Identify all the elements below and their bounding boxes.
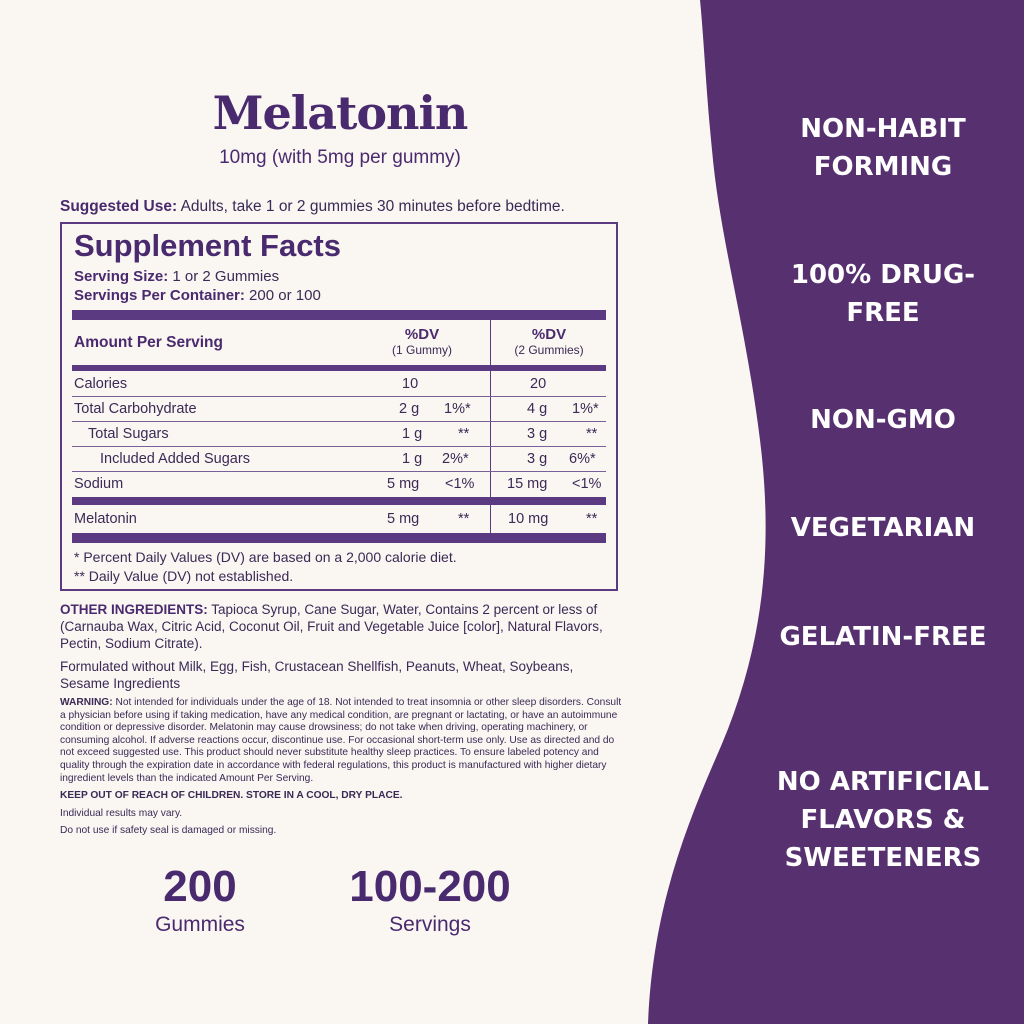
dv-header-1-label: %DV: [404, 326, 440, 343]
facts-row: [72, 447, 606, 472]
gummy-count-label: Gummies: [155, 913, 245, 936]
suggested-use: [60, 198, 565, 216]
column-divider: [490, 320, 491, 366]
gummy-count: 200: [163, 862, 237, 911]
warning-label: WARNING:: [60, 697, 113, 708]
thick-divider: [72, 533, 606, 543]
warning-text: [60, 697, 626, 785]
suggested-use-label: Suggested Use:: [60, 198, 178, 215]
suggested-use-text: Adults, take 1 or 2 gummies 30 minutes before bedtime.: [177, 198, 565, 215]
row-dv-2: <1%: [572, 476, 602, 492]
row-dv-1: 2%*: [442, 451, 469, 467]
row-label: Total Sugars: [88, 426, 169, 442]
servings-label: Servings Per Container:: [74, 287, 245, 304]
row-label: Melatonin: [74, 511, 137, 527]
row-amount-1: 5 mg: [387, 476, 420, 492]
row-dv-2: **: [586, 426, 598, 442]
serving-size: [74, 268, 279, 285]
other-ingredients-text: Tapioca Syrup, Cane Sugar, Water, Contains 2 percent or less of (Carnauba Wax, Citric Acid, Coconut Oil, Fruit and Vegetable Juice [color], Natural Flavors, Pectin, Sodium Citrate).: [60, 602, 603, 651]
claim-gelatin-free: GELATIN-FREE: [779, 622, 987, 652]
claim-non-gmo: NON-GMO: [810, 405, 956, 435]
warning-body: Not intended for individuals under the age of 18. Not intended to treat insomnia or other sleep disorders. Consult a physician before using if taking medication, have any medical condition, are pregnant or lactating, or have an autoimmune condition or depressive disorder. Melatonin may cause drowsiness; do not take when driving, operating machinery, or consuming alcohol. If adverse reactions occur, discontinue use. For occasional short-term use only. Use as directed and do not exceed suggested use. This product should never substitute healthy sleep practices. To ensure labeled potency and quality through the expiration date in accordance with federal regulations, this product is manufactured with higher dietary ingredient levels than the indicated Amount Per Serving.: [60, 697, 622, 784]
servings-count-label: Servings: [389, 913, 471, 936]
row-amount-2: 3 g: [527, 426, 548, 442]
servings-count: 100-200: [349, 862, 511, 911]
row-amount-1: 1 g: [402, 451, 423, 467]
row-amount-1: 5 mg: [387, 511, 420, 527]
facts-title: Supplement Facts: [74, 228, 341, 263]
keep-out-of-reach: KEEP OUT OF REACH OF CHILDREN. STORE IN A COOL, DRY PLACE.: [60, 790, 403, 801]
facts-row: [72, 422, 606, 447]
dv-header-2-gummies: [494, 326, 604, 357]
header-divider: [72, 365, 606, 371]
row-label: Total Carbohydrate: [74, 401, 197, 417]
facts-row: [72, 507, 606, 532]
safety-seal-notice: Do not use if safety seal is damaged or missing.: [60, 825, 277, 836]
dv-header-1-gummy: [367, 326, 477, 357]
dv-header-2-label: %DV: [531, 326, 567, 343]
row-amount-1: 2 g: [399, 401, 420, 417]
row-amount-2: 4 g: [527, 401, 548, 417]
row-amount-2: 3 g: [527, 451, 548, 467]
dv-header-2-sub: (2 Gummies): [514, 343, 584, 357]
claim-non-habit-forming: NON-HABIT FORMING: [800, 114, 966, 182]
row-amount-2: 20: [530, 376, 547, 392]
serving-size-value: 1 or 2 Gummies: [168, 268, 280, 285]
product-title: Melatonin: [212, 86, 468, 140]
row-dv-1: 1%*: [444, 401, 471, 417]
claim-vegetarian: VEGETARIAN: [790, 513, 976, 543]
row-label: Sodium: [74, 476, 124, 492]
individual-results: Individual results may vary.: [60, 808, 183, 819]
serving-size-label: Serving Size:: [74, 268, 169, 285]
amount-per-serving-header: Amount Per Serving: [74, 334, 223, 351]
thick-divider: [72, 497, 606, 505]
supplement-facts-panel: [60, 222, 618, 591]
footnote-dv-not-established: ** Daily Value (DV) not established.: [74, 568, 294, 584]
facts-row: [72, 397, 606, 422]
row-dv-1: **: [458, 511, 470, 527]
claim-drug-free: 100% DRUG-FREE: [790, 260, 976, 328]
footnote-dv: * Percent Daily Values (DV) are based on a 2,000 calorie diet.: [74, 549, 457, 565]
facts-row: [72, 372, 606, 397]
row-dv-2: **: [586, 511, 598, 527]
row-amount-1: 1 g: [402, 426, 423, 442]
facts-row: [72, 472, 606, 497]
servings-value: 200 or 100: [244, 287, 321, 304]
other-ingredients-label: OTHER INGREDIENTS:: [60, 602, 208, 617]
thick-divider: [72, 310, 606, 320]
row-dv-2: 1%*: [572, 401, 599, 417]
row-amount-2: 10 mg: [508, 511, 549, 527]
row-label: Included Added Sugars: [100, 451, 250, 467]
row-dv-1: <1%: [445, 476, 475, 492]
other-ingredients: [60, 601, 620, 652]
row-dv-1: **: [458, 426, 470, 442]
servings-per-container: [74, 287, 321, 304]
row-amount-2: 15 mg: [507, 476, 548, 492]
formulated-without: Formulated without Milk, Egg, Fish, Crustacean Shellfish, Peanuts, Wheat, Soybeans, Sesame Ingredients: [60, 659, 574, 691]
row-amount-1: 10: [402, 376, 419, 392]
product-subtitle: 10mg (with 5mg per gummy): [219, 147, 461, 168]
claim-no-artificial: NO ARTIFICIAL FLAVORS & SWEETENERS: [776, 767, 990, 873]
row-label: Calories: [74, 376, 128, 392]
dv-header-1-sub: (1 Gummy): [392, 343, 452, 357]
row-dv-2: 6%*: [569, 451, 596, 467]
